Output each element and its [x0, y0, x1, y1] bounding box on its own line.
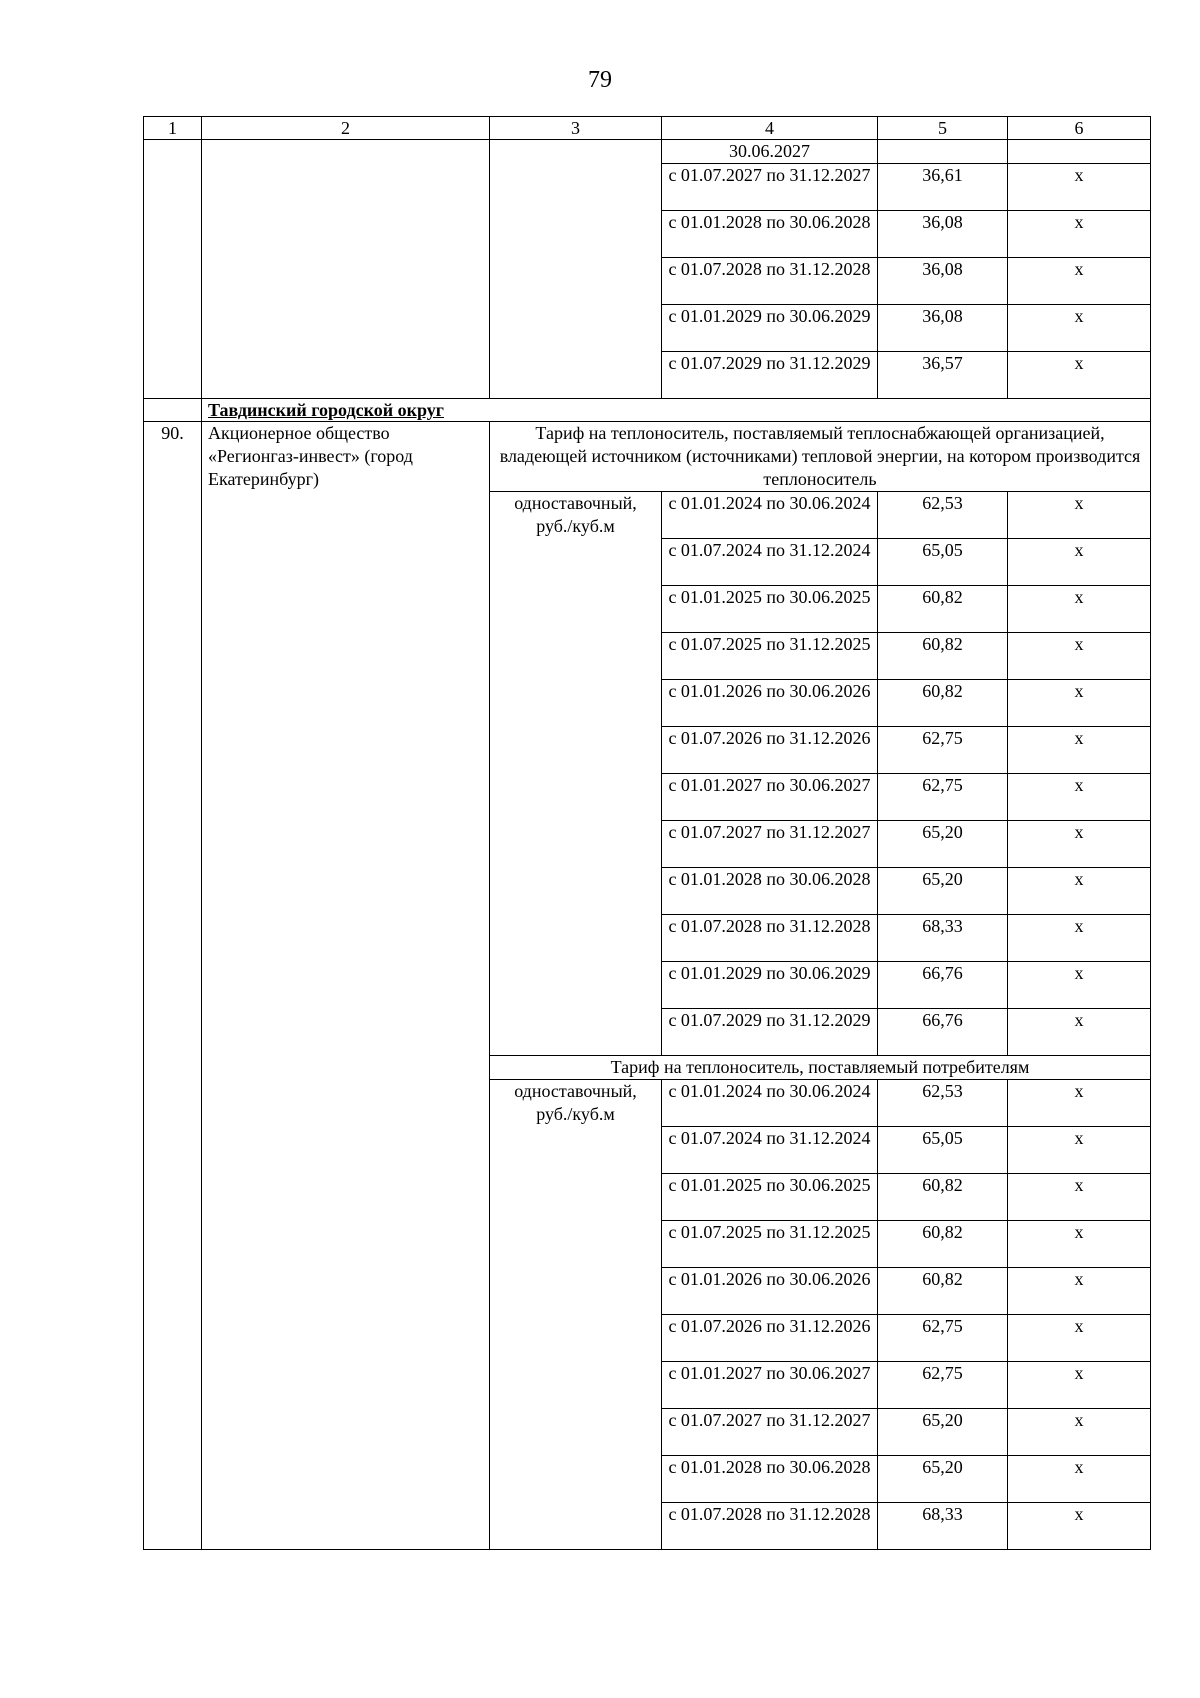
- value-cell: 60,82: [878, 586, 1008, 633]
- period-cell: с 01.07.2028 по 31.12.2028: [662, 915, 878, 962]
- column-number: 2: [202, 117, 490, 140]
- column-number-row: [144, 117, 1151, 140]
- mark-cell: х: [1008, 680, 1151, 727]
- mark-cell: х: [1008, 821, 1151, 868]
- table-row: [144, 140, 1151, 164]
- period-cell: с 01.01.2029 по 30.06.2029: [662, 305, 878, 352]
- period-cell: с 01.01.2025 по 30.06.2025: [662, 586, 878, 633]
- period-cell: с 01.07.2027 по 31.12.2027: [662, 821, 878, 868]
- mark-cell: х: [1008, 211, 1151, 258]
- value-cell: 66,76: [878, 962, 1008, 1009]
- mark-cell: х: [1008, 1221, 1151, 1268]
- mark-cell: х: [1008, 1268, 1151, 1315]
- period-cell: с 01.01.2029 по 30.06.2029: [662, 962, 878, 1009]
- entry-number-cell: [144, 140, 202, 399]
- period-cell: 30.06.2027: [662, 140, 878, 164]
- period-cell: с 01.01.2026 по 30.06.2026: [662, 1268, 878, 1315]
- page-number: 79: [588, 67, 612, 93]
- mark-cell: х: [1008, 774, 1151, 821]
- mark-cell: х: [1008, 1080, 1151, 1127]
- period-cell: с 01.07.2024 по 31.12.2024: [662, 1127, 878, 1174]
- value-cell: 36,08: [878, 211, 1008, 258]
- mark-cell: х: [1008, 1456, 1151, 1503]
- district-row: [144, 399, 1151, 422]
- tariff-table: [143, 116, 1151, 1550]
- period-cell: с 01.07.2025 по 31.12.2025: [662, 1221, 878, 1268]
- column-number: 1: [144, 117, 202, 140]
- value-cell: 62,75: [878, 774, 1008, 821]
- entry-number: 90.: [144, 422, 202, 1550]
- mark-cell: х: [1008, 164, 1151, 211]
- period-cell: с 01.01.2028 по 30.06.2028: [662, 1456, 878, 1503]
- value-cell: 68,33: [878, 1503, 1008, 1550]
- column-number: 5: [878, 117, 1008, 140]
- value-cell: 62,53: [878, 1080, 1008, 1127]
- value-cell: 36,08: [878, 258, 1008, 305]
- value-cell: 36,08: [878, 305, 1008, 352]
- period-cell: с 01.01.2026 по 30.06.2026: [662, 680, 878, 727]
- value-cell: 60,82: [878, 1221, 1008, 1268]
- mark-cell: х: [1008, 1409, 1151, 1456]
- period-cell: с 01.07.2026 по 31.12.2026: [662, 727, 878, 774]
- mark-cell: х: [1008, 1127, 1151, 1174]
- period-cell: с 01.01.2027 по 30.06.2027: [662, 1362, 878, 1409]
- value-cell: [878, 140, 1008, 164]
- value-cell: 60,82: [878, 1268, 1008, 1315]
- value-cell: 65,20: [878, 1409, 1008, 1456]
- mark-cell: [1008, 140, 1151, 164]
- value-cell: 60,82: [878, 1174, 1008, 1221]
- mark-cell: х: [1008, 1362, 1151, 1409]
- district-name: Тавдинский городской округ: [202, 399, 1151, 422]
- mark-cell: х: [1008, 352, 1151, 399]
- tariff-table-body: [144, 117, 1151, 1550]
- column-number: 3: [490, 117, 662, 140]
- value-cell: 36,61: [878, 164, 1008, 211]
- period-cell: с 01.07.2029 по 31.12.2029: [662, 1009, 878, 1056]
- value-cell: 62,75: [878, 727, 1008, 774]
- mark-cell: х: [1008, 492, 1151, 539]
- period-cell: с 01.01.2024 по 30.06.2024: [662, 1080, 878, 1127]
- value-cell: 66,76: [878, 1009, 1008, 1056]
- organization-name: Акционерное общество «Регионгаз-инвест» (город Екатеринбург): [202, 422, 490, 1550]
- period-cell: с 01.07.2027 по 31.12.2027: [662, 164, 878, 211]
- value-cell: 62,75: [878, 1315, 1008, 1362]
- mark-cell: х: [1008, 727, 1151, 774]
- column-number: 4: [662, 117, 878, 140]
- value-cell: 62,75: [878, 1362, 1008, 1409]
- district-number-cell: [144, 399, 202, 422]
- mark-cell: х: [1008, 1009, 1151, 1056]
- period-cell: с 01.01.2027 по 30.06.2027: [662, 774, 878, 821]
- period-cell: с 01.01.2025 по 30.06.2025: [662, 1174, 878, 1221]
- value-cell: 65,20: [878, 1456, 1008, 1503]
- period-cell: с 01.01.2028 по 30.06.2028: [662, 211, 878, 258]
- tariff-section-title: Тариф на теплоноситель, поставляемый потребителям: [490, 1056, 1151, 1080]
- period-cell: с 01.07.2025 по 31.12.2025: [662, 633, 878, 680]
- period-cell: с 01.07.2028 по 31.12.2028: [662, 1503, 878, 1550]
- period-cell: с 01.07.2027 по 31.12.2027: [662, 1409, 878, 1456]
- rate-type: одноставочный, руб./куб.м: [490, 1080, 662, 1550]
- value-cell: 65,20: [878, 821, 1008, 868]
- period-cell: с 01.07.2029 по 31.12.2029: [662, 352, 878, 399]
- tariff-section-title: Тариф на теплоноситель, поставляемый теплоснабжающей организацией, владеющей источником (источниками) тепловой энергии, на котором производится теплоноситель: [490, 422, 1151, 492]
- value-cell: 65,05: [878, 1127, 1008, 1174]
- period-cell: с 01.01.2024 по 30.06.2024: [662, 492, 878, 539]
- mark-cell: х: [1008, 868, 1151, 915]
- mark-cell: х: [1008, 1315, 1151, 1362]
- value-cell: 65,05: [878, 539, 1008, 586]
- mark-cell: х: [1008, 539, 1151, 586]
- value-cell: 65,20: [878, 868, 1008, 915]
- value-cell: 62,53: [878, 492, 1008, 539]
- mark-cell: х: [1008, 586, 1151, 633]
- value-cell: 60,82: [878, 633, 1008, 680]
- period-cell: с 01.07.2024 по 31.12.2024: [662, 539, 878, 586]
- rate-type: одноставочный, руб./куб.м: [490, 492, 662, 1056]
- value-cell: 68,33: [878, 915, 1008, 962]
- rate-type-cell: [490, 140, 662, 399]
- value-cell: 60,82: [878, 680, 1008, 727]
- mark-cell: х: [1008, 258, 1151, 305]
- value-cell: 36,57: [878, 352, 1008, 399]
- tariff-section-header-row: [144, 422, 1151, 492]
- mark-cell: х: [1008, 305, 1151, 352]
- mark-cell: х: [1008, 633, 1151, 680]
- period-cell: с 01.07.2026 по 31.12.2026: [662, 1315, 878, 1362]
- mark-cell: х: [1008, 915, 1151, 962]
- organization-cell: [202, 140, 490, 399]
- period-cell: с 01.07.2028 по 31.12.2028: [662, 258, 878, 305]
- mark-cell: х: [1008, 1174, 1151, 1221]
- mark-cell: х: [1008, 962, 1151, 1009]
- mark-cell: х: [1008, 1503, 1151, 1550]
- period-cell: с 01.01.2028 по 30.06.2028: [662, 868, 878, 915]
- column-number: 6: [1008, 117, 1151, 140]
